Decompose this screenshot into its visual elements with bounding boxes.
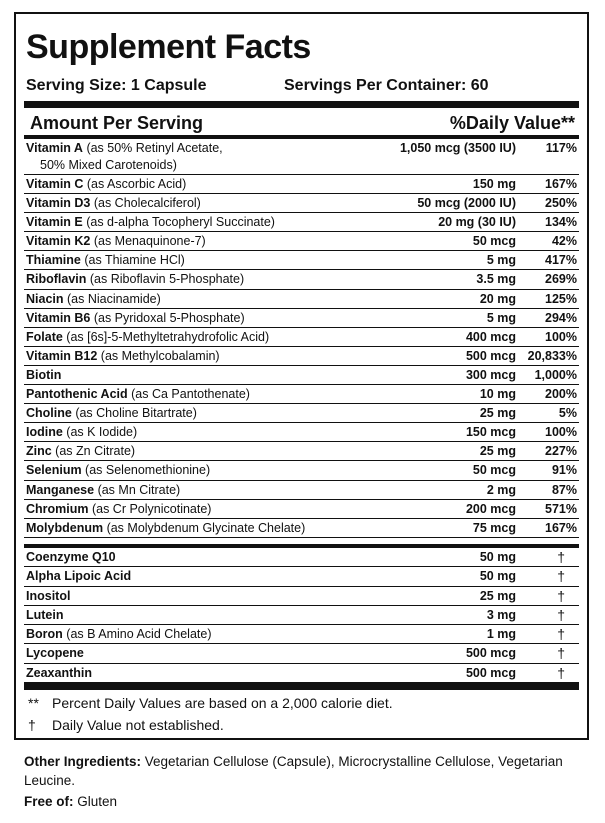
servings-per-container: Servings Per Container: 60 [284, 77, 489, 94]
serving-size: Serving Size: 1 Capsule [26, 77, 207, 94]
nutrient-amount: 500 mcg [465, 665, 516, 680]
nutrient-amount: 50 mcg [472, 463, 516, 478]
nutrient-name [26, 310, 376, 327]
nutrient-name-bold: Thiamine [26, 253, 81, 268]
nutrient-name-bold: Zinc [26, 444, 52, 459]
nutrient-name [26, 424, 376, 441]
nutrient-amount: 1,050 mcg (3500 IU) [399, 141, 516, 155]
nutrient-name-bold: Vitamin K2 [26, 234, 91, 249]
nutrient-row [24, 625, 579, 644]
nutrient-amount: 75 mcg [472, 520, 516, 535]
nutrient-daily-value: † [557, 587, 565, 604]
dagger-symbol: † [28, 717, 36, 733]
nutrient-name-bold: Vitamin B12 [26, 348, 98, 363]
nutrient-name [26, 348, 376, 365]
nutrient-source: (as Methylcobalamin) [97, 348, 220, 363]
nutrient-row [24, 519, 579, 538]
nutrient-name-bold: Vitamin A [26, 141, 83, 155]
nutrient-name [26, 607, 376, 624]
nutrient-row [24, 500, 579, 519]
nutrient-name [26, 140, 376, 174]
nutrient-name-bold: Zeaxanthin [26, 665, 92, 680]
nutrient-source: (as Choline Bitartrate) [71, 406, 197, 421]
nutrient-row [24, 175, 579, 194]
nutrient-row [24, 606, 579, 625]
footnote-text: Daily Value not established. [52, 717, 224, 733]
nutrient-row [24, 385, 579, 404]
nutrient-name [26, 501, 376, 518]
nutrient-daily-value: 167% [545, 520, 577, 535]
nutrient-amount: 5 mg [486, 253, 516, 268]
nutrient-daily-value: 100% [545, 425, 577, 440]
nutrient-row [24, 548, 579, 567]
nutrient-row [24, 461, 579, 480]
free-of [24, 794, 117, 809]
footnote-symbol: ** [28, 695, 39, 711]
nutrient-source: (as Mn Citrate) [94, 482, 181, 497]
free-of-text: Gluten [73, 794, 118, 809]
nutrient-name-bold: Niacin [26, 291, 64, 306]
nutrient-amount: 50 mg [479, 569, 516, 584]
nutrient-name-bold: Lutein [26, 607, 64, 622]
supplement-facts-panel [14, 12, 589, 740]
nutrient-amount: 25 mg [479, 444, 516, 459]
nutrient-name-bold: Lycopene [26, 646, 84, 661]
nutrient-amount: 1 mg [486, 627, 516, 642]
nutrient-name [26, 568, 376, 585]
nutrient-name [26, 482, 376, 499]
nutrient-source: (as Molybdenum Glycinate Chelate) [103, 520, 306, 535]
nutrient-name-bold: Riboflavin [26, 272, 87, 287]
nutrient-name-bold: Vitamin C [26, 177, 84, 191]
nutrient-name-bold: Inositol [26, 588, 71, 603]
nutrient-name [26, 271, 376, 288]
nutrient-amount: 50 mcg (2000 IU) [417, 196, 516, 211]
nutrient-name [26, 462, 376, 479]
nutrient-row [24, 366, 579, 385]
nutrient-row [24, 309, 579, 328]
nutrient-row [24, 232, 579, 251]
nutrient-row [24, 194, 579, 213]
other-ingredients-text: Vegetarian Cellulose (Capsule), Microcrystalline Cellulose, Vegetarian Leucine. [24, 754, 563, 788]
nutrient-source: (as [6s]-5-Methyltetrahydrofolic Acid) [62, 329, 270, 344]
nutrient-name-bold: Manganese [26, 482, 95, 497]
nutrient-name [26, 195, 376, 212]
nutrient-row [24, 664, 579, 683]
nutrient-name-bold: Vitamin D3 [26, 196, 91, 211]
nutrient-name-bold: Choline [26, 406, 72, 421]
nutrient-amount: 400 mcg [465, 329, 516, 344]
nutrient-name-bold: Pantothenic Acid [26, 387, 128, 402]
nutrient-row [24, 270, 579, 289]
nutrient-daily-value: 5% [558, 406, 577, 421]
free-of-label: Free of: [24, 794, 74, 809]
nutrient-source: (as Cholecalciferol) [90, 196, 201, 211]
nutrient-amount: 25 mg [479, 588, 516, 603]
nutrient-daily-value: † [557, 664, 565, 681]
nutrient-source: (as 50% Retinyl Acetate, [82, 141, 223, 155]
nutrient-amount: 10 mg [479, 387, 516, 402]
nutrient-row [24, 644, 579, 663]
nutrient-daily-value: † [557, 606, 565, 623]
nutrient-amount: 2 mg [486, 482, 516, 497]
nutrient-row [24, 567, 579, 586]
nutrient-source: (as Ascorbic Acid) [83, 177, 187, 191]
nutrient-daily-value: 571% [545, 501, 577, 516]
nutrient-name-bold: Selenium [26, 463, 82, 478]
nutrient-name [26, 367, 376, 384]
nutrient-table [24, 139, 579, 538]
nutrient-amount: 3.5 mg [476, 272, 516, 287]
nutrient-name [26, 329, 376, 346]
nutrient-daily-value: 269% [545, 272, 577, 287]
footnote-dv-not-established [28, 715, 393, 737]
nutrient-daily-value: 200% [545, 387, 577, 402]
nutrient-amount: 150 mg [472, 177, 516, 191]
nutrient-name-bold: Coenzyme Q10 [26, 550, 116, 564]
nutrient-name-bold: Molybdenum [26, 520, 104, 535]
nutrient-name [26, 233, 376, 250]
nutrient-name [26, 549, 376, 566]
nutrient-daily-value: 294% [545, 310, 577, 325]
nutrient-source: (as B Amino Acid Chelate) [62, 627, 212, 642]
nutrient-daily-value: 100% [545, 329, 577, 344]
nutrient-name-bold: Chromium [26, 501, 89, 516]
nutrient-row [24, 328, 579, 347]
nutrient-daily-value: † [557, 626, 565, 643]
nutrient-name-bold: Iodine [26, 425, 63, 440]
nutrient-name [26, 520, 376, 537]
nutrient-daily-value: † [557, 549, 565, 565]
nutrient-daily-value: 42% [551, 234, 577, 249]
nutrient-row [24, 423, 579, 442]
nutrient-source: (as Riboflavin 5-Phosphate) [86, 272, 245, 287]
nutrient-row [24, 481, 579, 500]
nutrient-source: (as Menaquinone-7) [90, 234, 206, 249]
nutrient-name [26, 645, 376, 662]
other-ingredients [24, 752, 579, 790]
nutrient-row [24, 290, 579, 309]
nutrient-name [26, 252, 376, 269]
nutrient-daily-value: 227% [545, 444, 577, 459]
thick-divider [24, 101, 579, 108]
nutrient-amount: 50 mg [479, 550, 516, 564]
nutrient-daily-value: 87% [551, 482, 577, 497]
nutrient-row [24, 404, 579, 423]
nutrient-source: (as Niacinamide) [63, 291, 161, 306]
nutrient-row [24, 587, 579, 606]
nutrient-daily-value: 417% [545, 253, 577, 268]
bottom-divider [24, 683, 579, 690]
nutrient-daily-value: 134% [545, 215, 577, 230]
nutrient-source: (as d-alpha Tocopheryl Succinate) [82, 215, 275, 230]
nutrient-daily-value: 1,000% [534, 367, 577, 382]
nutrient-amount: 3 mg [486, 607, 516, 622]
nutrient-amount: 20 mg (30 IU) [438, 215, 516, 230]
daily-value-header: %Daily Value** [449, 113, 575, 133]
nutrient-source-continued: 50% Mixed Carotenoids) [40, 158, 177, 172]
nutrient-name-bold: Boron [26, 627, 63, 642]
nutrient-source: (as Cr Polynicotinate) [88, 501, 212, 516]
nutrient-name [26, 626, 376, 643]
nutrient-amount: 150 mcg [465, 425, 516, 440]
other-ingredients-label: Other Ingredients: [24, 754, 142, 769]
nutrient-amount: 5 mg [486, 310, 516, 325]
nutrient-name [26, 665, 376, 682]
nutrient-name [26, 443, 376, 460]
nutrient-row [24, 442, 579, 461]
nutrient-amount: 20 mg [479, 291, 516, 306]
footnotes [28, 693, 393, 737]
nutrient-name-bold: Folate [26, 329, 63, 344]
nutrient-daily-value: 20,833% [527, 348, 577, 363]
nutrient-amount: 200 mcg [465, 501, 516, 516]
nutrient-daily-value: 250% [545, 196, 577, 211]
nutrient-source: (as Thiamine HCl) [80, 253, 185, 268]
label-title: Supplement Facts [26, 28, 311, 66]
nutrient-row [24, 139, 579, 175]
nutrient-daily-value: 167% [545, 177, 577, 191]
nutrient-name [26, 176, 376, 193]
nutrient-daily-value: † [557, 568, 565, 585]
nutrient-name-bold: Biotin [26, 367, 62, 382]
nutrient-row [24, 213, 579, 232]
nutrient-name [26, 405, 376, 422]
nutrient-amount: 25 mg [479, 406, 516, 421]
nutrient-daily-value: 91% [551, 463, 577, 478]
nutrient-daily-value: 125% [545, 291, 577, 306]
footnote-text: Percent Daily Values are based on a 2,000 calorie diet. [52, 695, 393, 711]
nutrient-amount: 300 mcg [465, 367, 516, 382]
nutrient-name [26, 588, 376, 605]
amount-per-serving-header: Amount Per Serving [30, 113, 204, 133]
nutrient-daily-value: 117% [545, 141, 577, 155]
footnote-percent-dv [28, 693, 393, 715]
nutrient-source: (as K Iodide) [62, 425, 138, 440]
nutrient-name [26, 291, 376, 308]
nutrient-amount: 500 mcg [465, 348, 516, 363]
nutrient-name-bold: Vitamin B6 [26, 310, 91, 325]
nutrient-amount: 500 mcg [465, 646, 516, 661]
nutrient-name [26, 386, 376, 403]
nutrient-source: (as Ca Pantothenate) [127, 387, 250, 402]
nutrient-source: (as Pyridoxal 5-Phosphate) [90, 310, 245, 325]
nutrient-name [26, 214, 376, 231]
nutrient-name-bold: Vitamin E [26, 215, 83, 230]
nutrient-name-bold: Alpha Lipoic Acid [26, 569, 132, 584]
nutrient-source: (as Selenomethionine) [81, 463, 211, 478]
nutrient-source: (as Zn Citrate) [51, 444, 136, 459]
nutrient-amount: 50 mcg [472, 234, 516, 249]
nutrient-row [24, 251, 579, 270]
nutrient-daily-value: † [557, 645, 565, 662]
nutrient-row [24, 347, 579, 366]
other-nutrient-table [24, 548, 579, 683]
